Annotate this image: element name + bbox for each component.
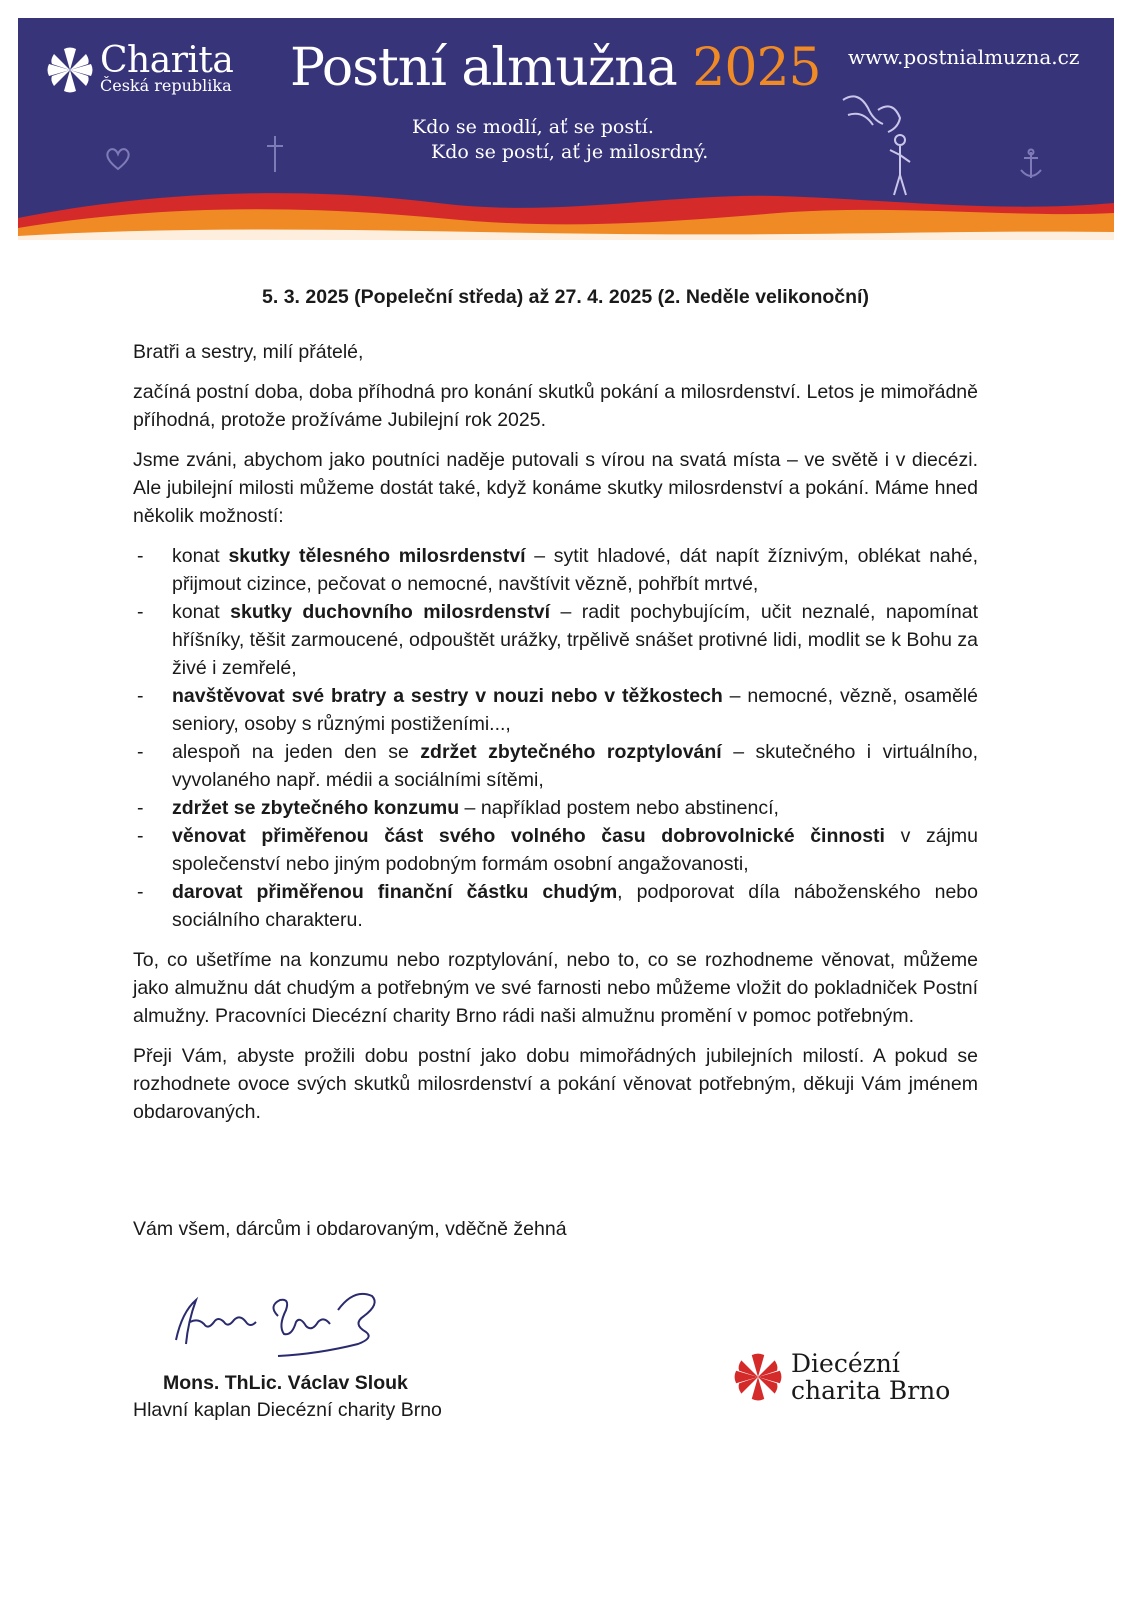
charita-logo <box>46 42 233 94</box>
paragraph-4: Přeji Vám, abyste prožili dobu postní jako dobu mimořádných jubilejních milostí. A pokud se rozhodnete ovoce svých skutků milosrdenství a pokání věnovat potřebným, děkuji Vám jménem obdarovaných. <box>133 1045 978 1123</box>
handwritten-signature <box>168 1282 388 1362</box>
footer-logo-line1: Diecézní <box>791 1349 900 1378</box>
logo-name: Charita <box>100 40 234 81</box>
list-item: - zdržet se zbytečného konzumu – například postem nebo abstinencí, <box>137 797 779 819</box>
paragraph-2: Jsme zváni, abychom jako poutníci naděje putovali s vírou na svatá místa – ve světě i v diecézi. Ale jubilejní milosti můžeme dostát také, když konáme skutky milosrdenství a pokání. Máme hned několik možností: <box>133 449 978 527</box>
helping-hands-icon <box>838 80 918 200</box>
greeting: Bratři a sestry, milí přátelé, <box>133 341 364 363</box>
banner-motto-line2: Kdo se postí, ať je milosrdný. <box>431 141 709 163</box>
list-item: - konat skutky tělesného milosrdenství – sytit hladové, dát napít žíznivým, oblékat nahé, přijmout cizince, pečovat o nemocné, navštívit vězně, pohřbít mrtvé, <box>137 545 978 595</box>
list-item: - navštěvovat své bratry a sestry v nouzi nebo v těžkostech – nemocné, vězně, osamělé seniory, osoby s různými postiženími..., <box>137 685 978 735</box>
banner-title <box>290 38 821 98</box>
header-banner <box>18 18 1114 240</box>
banner-title-year: 2025 <box>692 38 821 98</box>
list-item: - konat skutky duchovního milosrdenství – radit pochybujícím, učit neznalé, napomínat hříšníky, těšit zarmoucené, odpouštět urážky, trpělivě snášet protivné lidi, modlit se k Bohu za živé i zemřelé, <box>137 601 978 679</box>
heart-icon <box>104 146 132 172</box>
list-item: - darovat přiměřenou finanční částku chudým, podporovat díla náboženského nebo sociálního charakteru. <box>137 881 978 931</box>
charita-cross-icon <box>46 46 94 94</box>
list-item: - věnovat přiměřenou část svého volného času dobrovolnické činnosti v zájmu společenství nebo jiným podobným formám osobní angažovanosti, <box>137 825 978 875</box>
charita-cross-icon <box>733 1352 783 1402</box>
options-list <box>133 542 978 934</box>
signatory-name: Mons. ThLic. Václav Slouk <box>163 1372 408 1394</box>
diecezni-charita-logo <box>733 1350 950 1404</box>
footer-logo-line2: charita Brno <box>791 1376 951 1405</box>
cross-icon <box>264 134 286 174</box>
banner-url: www.postnialmuzna.cz <box>848 45 1080 69</box>
campaign-dates: 5. 3. 2025 (Popeleční středa) až 27. 4. 2025 (2. Neděle velikonoční) <box>262 286 869 308</box>
banner-title-main: Postní almužna <box>290 38 677 98</box>
closing-line: Vám všem, dárcům i obdarovaným, vděčně žehná <box>133 1218 567 1240</box>
logo-country: Česká republika <box>100 76 232 95</box>
banner-motto-line1: Kdo se modlí, ať se postí. <box>412 116 654 138</box>
paragraph-1: začíná postní doba, doba příhodná pro konání skutků pokání a milosrdenství. Letos je mimořádně příhodná, protože prožíváme Jubilejní rok 2025. <box>133 381 978 431</box>
list-item: - alespoň na jeden den se zdržet zbytečného rozptylování – skutečného i virtuálního, vyvolaného např. médii a sociálními sítěmi, <box>137 741 978 791</box>
signatory-role: Hlavní kaplan Diecézní charity Brno <box>133 1399 442 1421</box>
anchor-icon <box>1018 148 1044 182</box>
letter-body <box>133 338 978 1138</box>
paragraph-3: To, co ušetříme na konzumu nebo rozptylování, nebo to, co se rozhodneme věnovat, můžeme jako almužnu dát chudým a potřebným ve své farnosti nebo můžeme vložit do pokladniček Postní almužny. Pracovníci Diecézní charity Brno rádi naši almužnu promění v pomoc potřebným. <box>133 949 978 1027</box>
